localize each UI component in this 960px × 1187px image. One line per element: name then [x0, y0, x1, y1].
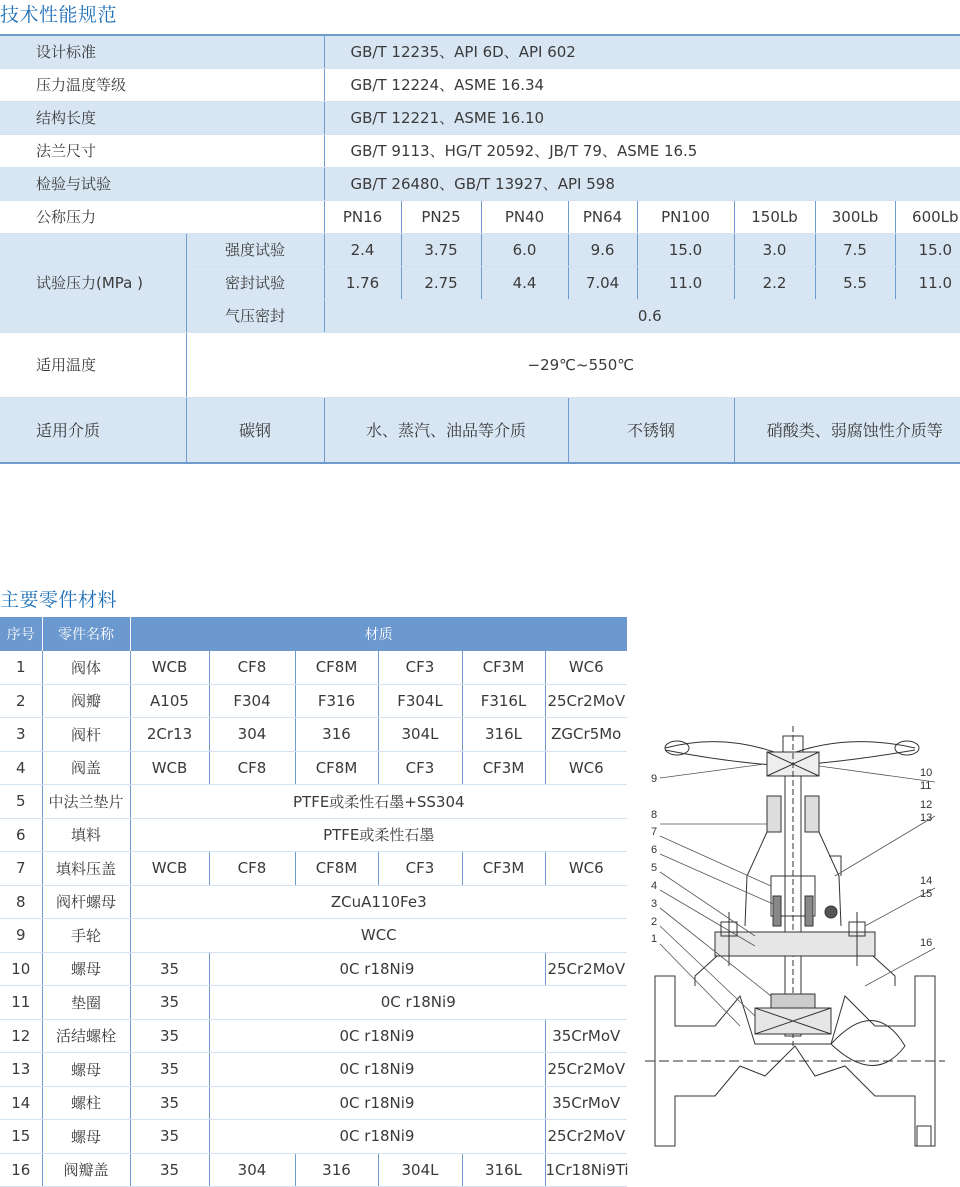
material-cell: 25Cr2MoV — [545, 684, 627, 718]
part-number: 11 — [0, 986, 42, 1020]
materials-row — [0, 1019, 627, 1053]
material-cell: 35 — [130, 952, 209, 986]
materials-row — [0, 1053, 627, 1087]
material-cell: WC6 — [545, 651, 627, 684]
part-number: 15 — [0, 1120, 42, 1154]
material-cell: 304L — [378, 718, 462, 752]
pressure-class: 150Lb — [734, 200, 815, 233]
strength-value: 6.0 — [481, 233, 568, 266]
material-span: ZCuA110Fe3 — [130, 885, 627, 919]
part-name: 螺母 — [42, 952, 130, 986]
part-name: 螺母 — [42, 1120, 130, 1154]
callout-6: 6 — [651, 844, 658, 856]
spec-row — [0, 35, 960, 68]
material-cell: 35 — [130, 1086, 209, 1120]
part-name: 手轮 — [42, 919, 130, 953]
seal-test-label: 密封试验 — [186, 266, 324, 299]
seal-value: 5.5 — [815, 266, 895, 299]
materials-row — [0, 1153, 627, 1187]
part-number: 14 — [0, 1086, 42, 1120]
material-cell: 316 — [295, 718, 378, 752]
material-span: PTFE或柔性石墨+SS304 — [130, 785, 627, 819]
materials-row — [0, 1086, 627, 1120]
valve-disc-icon — [755, 994, 831, 1034]
material-cell: CF8 — [209, 852, 295, 886]
spec-label: 压力温度等级 — [0, 68, 324, 101]
part-number: 8 — [0, 885, 42, 919]
spec-value: GB/T 12235、API 6D、API 602 — [324, 35, 960, 68]
strength-test-row — [0, 233, 960, 266]
pressure-class: 300Lb — [815, 200, 895, 233]
handwheel-icon — [665, 741, 919, 776]
medium-label: 适用介质 — [0, 397, 186, 463]
materials-header-row — [0, 617, 627, 651]
pressure-class: PN16 — [324, 200, 401, 233]
part-name: 垫圈 — [42, 986, 130, 1020]
material-cell: CF3M — [462, 751, 545, 785]
material-span: 0C r18Ni9 — [209, 1019, 545, 1053]
material-cell: 2Cr13 — [130, 718, 209, 752]
materials-row — [0, 919, 627, 953]
material-cell: CF3 — [378, 651, 462, 684]
strength-value: 3.0 — [734, 233, 815, 266]
part-number: 1 — [0, 651, 42, 684]
stainless-medium: 硝酸类、弱腐蚀性介质等 — [734, 397, 960, 463]
callout-4: 4 — [651, 880, 658, 892]
materials-table — [0, 617, 627, 1187]
callout-7: 7 — [651, 826, 658, 838]
seal-value: 11.0 — [637, 266, 734, 299]
materials-row — [0, 986, 627, 1020]
temperature-label: 适用温度 — [0, 332, 186, 397]
callout-leaders — [660, 764, 935, 1026]
material-cell: CF8 — [209, 751, 295, 785]
nominal-pressure-label: 公称压力 — [0, 200, 324, 233]
material-cell: 25Cr2MoV — [545, 1053, 627, 1087]
strength-value: 15.0 — [637, 233, 734, 266]
callout-labels — [651, 767, 932, 949]
part-number: 5 — [0, 785, 42, 819]
part-name: 螺柱 — [42, 1086, 130, 1120]
callout-1: 1 — [651, 933, 658, 945]
pressure-class: PN25 — [401, 200, 481, 233]
spec-heading: 技术性能规范 — [0, 4, 118, 26]
nominal-pressure-row — [0, 200, 960, 233]
valve-drawing — [645, 726, 945, 1166]
material-cell: F316L — [462, 684, 545, 718]
material-cell: 1Cr18Ni9Ti — [545, 1153, 627, 1187]
seal-value: 1.76 — [324, 266, 401, 299]
part-name: 活结螺栓 — [42, 1019, 130, 1053]
spec-label: 检验与试验 — [0, 167, 324, 200]
material-cell: WCB — [130, 751, 209, 785]
material-cell: A105 — [130, 684, 209, 718]
spec-label: 设计标准 — [0, 35, 324, 68]
materials-row — [0, 785, 627, 819]
spec-row — [0, 134, 960, 167]
spec-row — [0, 101, 960, 134]
material-cell: 316L — [462, 1153, 545, 1187]
callout-5: 5 — [651, 862, 658, 874]
material-cell: 35 — [130, 1019, 209, 1053]
part-name: 阀杆螺母 — [42, 885, 130, 919]
material-cell: CF3 — [378, 751, 462, 785]
header-part-name: 零件名称 — [42, 617, 130, 651]
strength-value: 7.5 — [815, 233, 895, 266]
material-cell: 304L — [378, 1153, 462, 1187]
part-name: 螺母 — [42, 1053, 130, 1087]
material-cell: 35 — [130, 1053, 209, 1087]
spec-value: GB/T 26480、GB/T 13927、API 598 — [324, 167, 960, 200]
material-cell: 35 — [130, 1120, 209, 1154]
material-cell: 35 — [130, 1153, 209, 1187]
strength-value: 9.6 — [568, 233, 637, 266]
material-cell: 316L — [462, 718, 545, 752]
air-seal-value: 0.6 — [324, 299, 960, 332]
callout-10: 10 — [920, 767, 933, 779]
part-number: 3 — [0, 718, 42, 752]
part-number: 7 — [0, 852, 42, 886]
seal-value: 4.4 — [481, 266, 568, 299]
test-pressure-label: 试验压力(MPa ) — [0, 233, 186, 332]
material-cell: WCB — [130, 852, 209, 886]
part-number: 16 — [0, 1153, 42, 1187]
temperature-row — [0, 332, 960, 397]
spec-label: 法兰尺寸 — [0, 134, 324, 167]
strength-test-label: 强度试验 — [186, 233, 324, 266]
material-cell: F304 — [209, 684, 295, 718]
materials-row — [0, 885, 627, 919]
materials-row — [0, 718, 627, 752]
part-name: 阀瓣盖 — [42, 1153, 130, 1187]
part-name: 填料 — [42, 818, 130, 852]
material-span: 0C r18Ni9 — [209, 1086, 545, 1120]
temperature-value: −29℃~550℃ — [186, 332, 960, 397]
part-number: 13 — [0, 1053, 42, 1087]
part-name: 阀瓣 — [42, 684, 130, 718]
seal-value: 2.75 — [401, 266, 481, 299]
material-cell: CF8M — [295, 651, 378, 684]
callout-13: 13 — [920, 812, 933, 824]
materials-row — [0, 651, 627, 684]
part-name: 阀杆 — [42, 718, 130, 752]
material-span: 0C r18Ni9 — [209, 1053, 545, 1087]
material-span: 0C r18Ni9 — [209, 986, 627, 1020]
material-span: 0C r18Ni9 — [209, 952, 545, 986]
material-cell: WCB — [130, 651, 209, 684]
carbon-medium: 水、蒸汽、油品等介质 — [324, 397, 568, 463]
part-name: 填料压盖 — [42, 852, 130, 886]
seal-value: 2.2 — [734, 266, 815, 299]
materials-row — [0, 818, 627, 852]
materials-row — [0, 952, 627, 986]
material-span: WCC — [130, 919, 627, 953]
part-number: 6 — [0, 818, 42, 852]
pressure-class: PN40 — [481, 200, 568, 233]
spec-value: GB/T 9113、HG/T 20592、JB/T 79、ASME 16.5 — [324, 134, 960, 167]
spec-value: GB/T 12221、ASME 16.10 — [324, 101, 960, 134]
material-span: 0C r18Ni9 — [209, 1120, 545, 1154]
material-cell: CF8 — [209, 651, 295, 684]
material-cell: CF8M — [295, 751, 378, 785]
materials-body — [0, 651, 627, 1187]
callout-9: 9 — [651, 773, 658, 785]
material-cell: CF3M — [462, 852, 545, 886]
part-number: 12 — [0, 1019, 42, 1053]
callout-12: 12 — [920, 799, 933, 811]
material-cell: 35CrMoV — [545, 1019, 627, 1053]
materials-row — [0, 1120, 627, 1154]
stainless-steel: 不锈钢 — [568, 397, 734, 463]
material-span: PTFE或柔性石墨 — [130, 818, 627, 852]
strength-value: 3.75 — [401, 233, 481, 266]
material-cell: 35CrMoV — [545, 1086, 627, 1120]
callout-14: 14 — [920, 875, 933, 887]
material-cell: 316 — [295, 1153, 378, 1187]
material-cell: 35 — [130, 986, 209, 1020]
material-cell: 304 — [209, 718, 295, 752]
pressure-class: PN64 — [568, 200, 637, 233]
spec-value: GB/T 12224、ASME 16.34 — [324, 68, 960, 101]
medium-row — [0, 397, 960, 463]
part-number: 9 — [0, 919, 42, 953]
material-cell: 25Cr2MoV — [545, 952, 627, 986]
material-cell: 25Cr2MoV — [545, 1120, 627, 1154]
part-name: 中法兰垫片 — [42, 785, 130, 819]
air-seal-label: 气压密封 — [186, 299, 324, 332]
material-cell: CF3 — [378, 852, 462, 886]
material-cell: CF3M — [462, 651, 545, 684]
materials-row — [0, 852, 627, 886]
materials-row — [0, 684, 627, 718]
material-cell: WC6 — [545, 751, 627, 785]
pressure-class: PN100 — [637, 200, 734, 233]
seal-value: 7.04 — [568, 266, 637, 299]
callout-15: 15 — [920, 888, 933, 900]
spec-row — [0, 167, 960, 200]
callout-3: 3 — [651, 898, 658, 910]
material-cell: CF8M — [295, 852, 378, 886]
header-no: 序号 — [0, 617, 42, 651]
callout-2: 2 — [651, 916, 658, 928]
part-number: 10 — [0, 952, 42, 986]
materials-row — [0, 751, 627, 785]
spec-row — [0, 68, 960, 101]
part-number: 4 — [0, 751, 42, 785]
strength-value: 15.0 — [895, 233, 960, 266]
header-material: 材质 — [130, 617, 627, 651]
part-number: 2 — [0, 684, 42, 718]
material-cell: F304L — [378, 684, 462, 718]
carbon-steel: 碳钢 — [186, 397, 324, 463]
materials-heading: 主要零件材料 — [0, 589, 118, 611]
callout-16: 16 — [920, 937, 933, 949]
callout-11: 11 — [920, 780, 932, 792]
part-name: 阀体 — [42, 651, 130, 684]
part-name: 阀盖 — [42, 751, 130, 785]
middle-flange-icon — [695, 912, 895, 986]
seal-value: 11.0 — [895, 266, 960, 299]
material-cell: ZGCr5Mo — [545, 718, 627, 752]
material-cell: F316 — [295, 684, 378, 718]
pressure-class: 600Lb — [895, 200, 960, 233]
material-cell: WC6 — [545, 852, 627, 886]
material-cell: 304 — [209, 1153, 295, 1187]
callout-8: 8 — [651, 809, 658, 821]
spec-table — [0, 34, 960, 464]
strength-value: 2.4 — [324, 233, 401, 266]
spec-label: 结构长度 — [0, 101, 324, 134]
